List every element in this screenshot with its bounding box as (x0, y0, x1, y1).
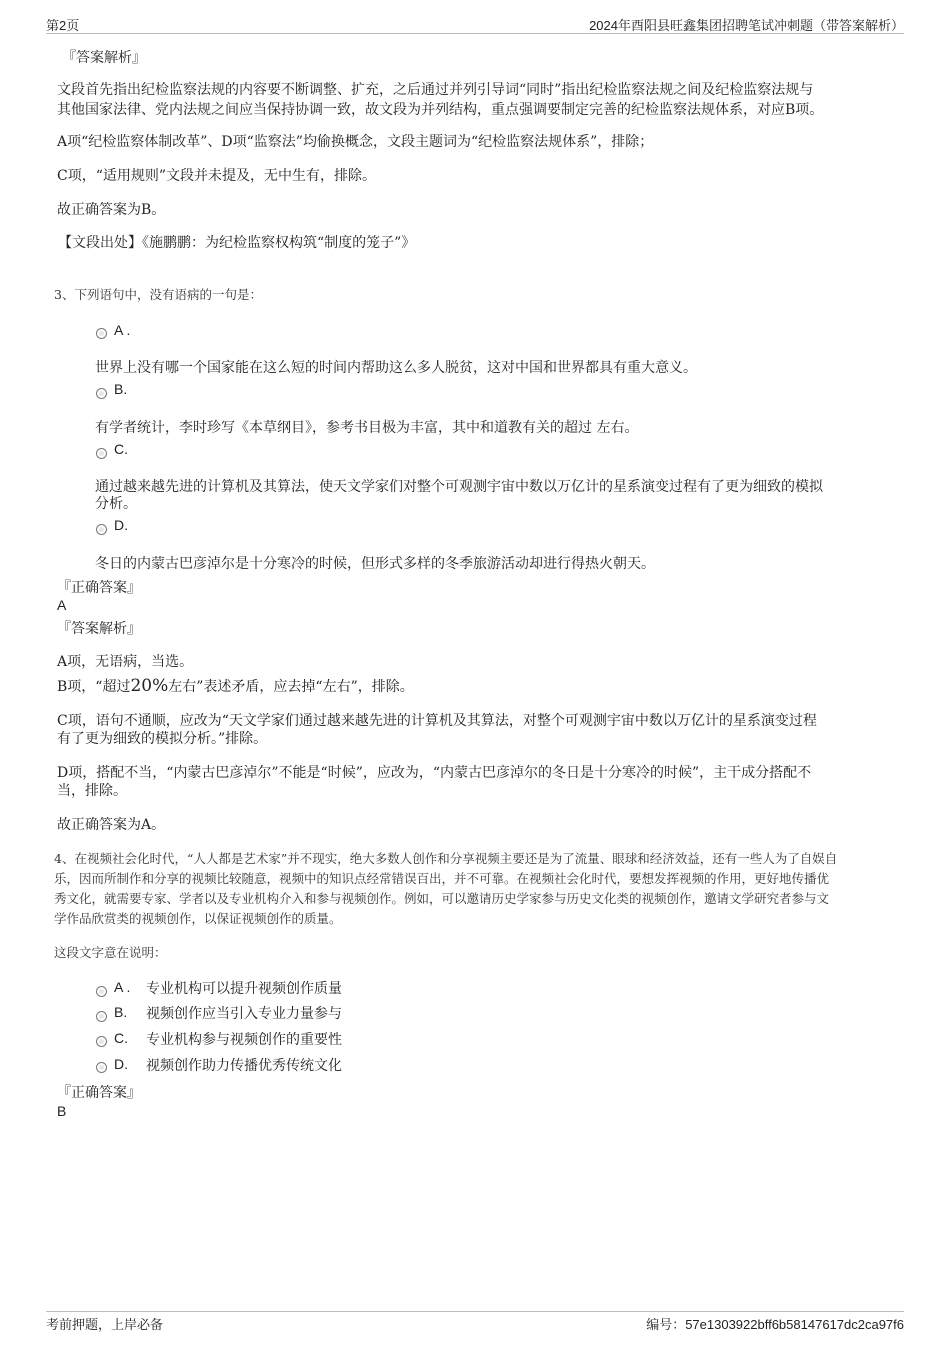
option-key: C. (114, 1030, 128, 1046)
question-stem-line: 秀文化，就需要专家、学者以及专业机构介入和参与视频创作。例如，可以邀请历史学家参与历史文化类的视频创作，邀请文学研究者参与文 (54, 891, 830, 906)
correct-answer-value: A (57, 597, 67, 613)
analysis-item-a: A项，无语病，当选。 (57, 654, 194, 670)
analysis-item-b (57, 676, 414, 697)
option-key: A . (114, 322, 131, 338)
percentage-value: 20% (130, 676, 169, 696)
option-text: 冬日的内蒙古巴彦淖尔是十分寒冷的时候，但形式多样的冬季旅游活动却进行得热火朝天。 (95, 556, 655, 572)
question-stem-line: 乐，因而所制作和分享的视频比较随意，视频中的知识点经常错误百出，并不可靠。在视频社会化时代，要想发挥视频的作用，更好地传播优 (54, 871, 830, 886)
source-citation: 【文段出处】《施鹏鹏：为纪检监察权构筑“制度的笼子”》 (58, 235, 416, 251)
radio-option-d[interactable] (96, 1062, 107, 1073)
question-stem-line: 学作品欣赏类的视频创作，以保证视频创作的质量。 (54, 911, 342, 926)
analysis-paragraph-line: 其他国家法律、党内法规之间应当保持协调一致，故文段为并列结构，重点强调要制定完善的纪检监察法规体系，对应B项。 (57, 102, 824, 118)
radio-option-b[interactable] (96, 1011, 107, 1022)
option-text-line: 通过越来越先进的计算机及其算法，使天文学家们对整个可观测宇宙中数以万亿计的星系演变过程有了更为细致的模拟 (95, 479, 823, 495)
footer-document-id: 编号：57e1303922bff6b58147617dc2ca97f6 (646, 1317, 904, 1332)
option-key: A . (114, 979, 131, 995)
analysis-b-post: 左右”表述矛盾，应去掉“左右”，排除。 (168, 679, 414, 695)
analysis-label: 『答案解析』 (62, 50, 146, 66)
page-number: 第2页 (46, 18, 80, 33)
option-key: B. (114, 381, 128, 397)
question-stem-line: 4、在视频社会化时代，“人人都是艺术家”并不现实，绝大多数人创作和分享视频主要还是为了流量、眼球和经济效益，还有一些人为了自娱自 (54, 851, 838, 866)
option-text: 专业机构可以提升视频创作质量 (146, 981, 342, 997)
analysis-paragraph-line: 文段首先指出纪检监察法规的内容要不断调整、扩充，之后通过并列引导词“同时”指出纪检监察法规之间及纪检监察法规与 (57, 82, 814, 98)
option-text-line: 分析。 (95, 496, 137, 512)
analysis-b-pre: B项，“超过 (57, 679, 131, 695)
radio-option-a[interactable] (96, 986, 107, 997)
option-text: 视频创作应当引入专业力量参与 (146, 1006, 342, 1022)
analysis-conclusion: 故正确答案为A。 (57, 817, 166, 833)
option-text: 世界上没有哪一个国家能在这么短的时间内帮助这么多人脱贫，这对中国和世界都具有重大意义。 (95, 360, 697, 376)
footer-slogan: 考前押题，上岸必备 (46, 1317, 164, 1332)
question-stem: 3、下列语句中，没有语病的一句是： (54, 287, 262, 302)
radio-option-b[interactable] (96, 388, 107, 399)
correct-answer-label: 『正确答案』 (57, 580, 141, 596)
option-key: D. (114, 1056, 128, 1072)
option-key: B. (114, 1004, 128, 1020)
question-prompt: 这段文字意在说明： (54, 945, 167, 960)
option-text: 视频创作助力传播优秀传统文化 (146, 1058, 342, 1074)
document-title: 2024年酉阳县旺鑫集团招聘笔试冲刺题（带答案解析） (589, 18, 904, 33)
option-text: 有学者统计，李时珍写《本草纲目》，参考书目极为丰富，其中和道教有关的超过 左右。 (95, 420, 639, 436)
analysis-paragraph: C项，“适用规则”文段并未提及，无中生有，排除。 (57, 168, 377, 184)
analysis-label: 『答案解析』 (57, 621, 141, 637)
option-key: D. (114, 517, 128, 533)
analysis-item-d-line: 当，排除。 (57, 783, 127, 799)
analysis-item-d-line: D项，搭配不当，“内蒙古巴彦淖尔”不能是“时候”，应改为，“内蒙古巴彦淖尔的冬日是十分寒冷的时候”，主干成分搭配不 (57, 765, 812, 781)
correct-answer-value: B (57, 1103, 67, 1119)
option-key: C. (114, 441, 128, 457)
radio-option-c[interactable] (96, 448, 107, 459)
analysis-paragraph: A项“纪检监察体制改革”、D项“监察法”均偷换概念，文段主题词为“纪检监察法规体系”，排除； (57, 134, 654, 150)
footer-rule (46, 1311, 904, 1312)
radio-option-c[interactable] (96, 1036, 107, 1047)
analysis-item-c-line: 有了更为细致的模拟分析。”排除。 (57, 731, 268, 747)
option-text: 专业机构参与视频创作的重要性 (146, 1032, 342, 1048)
correct-answer-label: 『正确答案』 (57, 1085, 141, 1101)
analysis-item-c-line: C项，语句不通顺，应改为“天文学家们通过越来越先进的计算机及其算法，对整个可观测宇宙中数以万亿计的星系演变过程 (57, 713, 817, 729)
header-rule (46, 33, 904, 34)
radio-option-d[interactable] (96, 524, 107, 535)
radio-option-a[interactable] (96, 328, 107, 339)
analysis-conclusion: 故正确答案为B。 (57, 202, 166, 218)
